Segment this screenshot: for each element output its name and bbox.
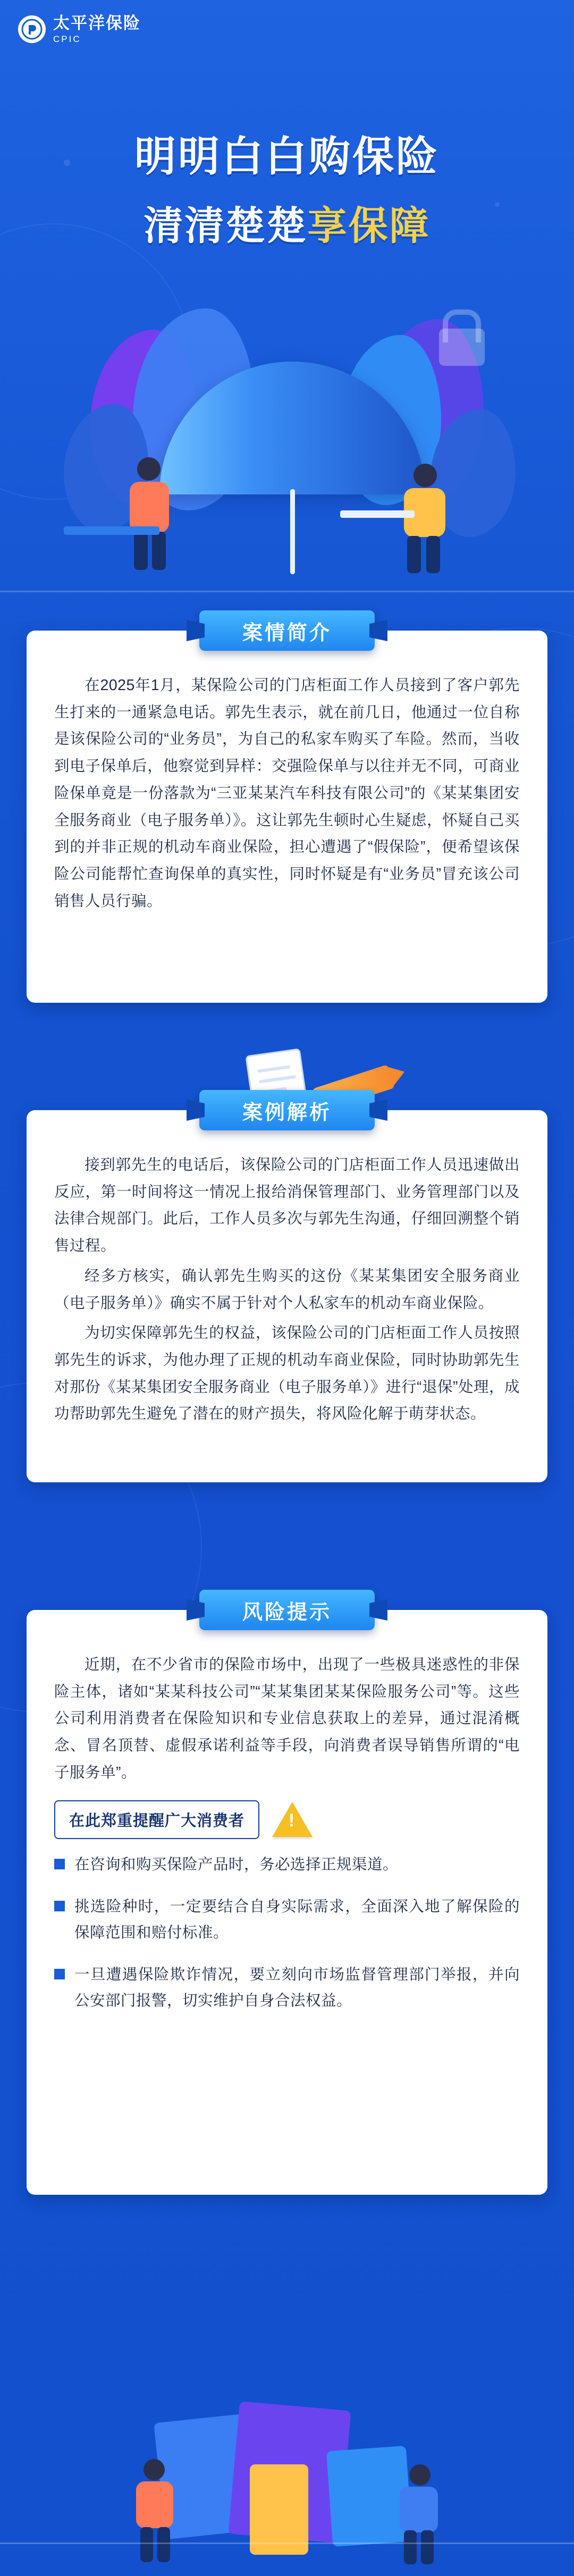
bullet-text: 一旦遭遇保险欺诈情况，要立刻向市场监督管理部门举报，并向公安部门报警，切实维护自身合法权益。	[74, 1966, 520, 2009]
section-title-case-summary	[199, 610, 375, 651]
warning-triangle-icon	[272, 1802, 313, 1837]
brand-name-cn: 太平洋保险	[53, 14, 141, 32]
warning-label: 在此郑重提醒广大消费者	[54, 1800, 259, 1839]
ground-line	[0, 2543, 574, 2544]
poster-headline	[0, 123, 574, 251]
brand-logo	[18, 15, 141, 44]
risk-notice-bullets	[54, 1852, 520, 2014]
cpic-circle-logo-icon	[18, 15, 46, 43]
ground-line	[0, 591, 574, 592]
list-item	[54, 1852, 520, 1878]
bullet-text: 在咨询和购买保险产品时，务必选择正规渠道。	[74, 1856, 399, 1873]
umbrella-handle-icon	[290, 489, 295, 574]
section-title-label: 案情简介	[242, 622, 332, 644]
headline-line-2-accent: 享保障	[307, 204, 430, 248]
brand-name-en: CPIC	[53, 34, 81, 44]
bullet-square-icon	[54, 1901, 65, 1911]
case-analysis-paragraph: 经多方核实，确认郭先生购买的这份《某某集团安全服务商业（电子服务单）》确实不属于针对个人私家车的机动车商业保险。	[54, 1267, 520, 1312]
footer-illustration	[0, 2401, 574, 2576]
section-title-label: 风险提示	[242, 1601, 332, 1624]
bullet-square-icon	[54, 1859, 65, 1869]
card-case-analysis	[27, 1110, 547, 1482]
headline-line-2	[0, 195, 574, 251]
card-risk-notice	[27, 1610, 547, 2195]
risk-notice-paragraph: 近期，在不少省市的保险市场中，出现了一些极具迷惑性的非保险主体，诸如“某某科技公司”“某某集团某某保险服务公司”等。这些公司利用消费者在保险知识和专业信息获取上的差异，通过混淆概念、冒名顶替、虚假承诺利益等手段，向消费者误导销售所谓的“电子服务单”。	[54, 1656, 520, 1781]
phone-icon	[250, 2464, 308, 2555]
case-summary-paragraph: 在2025年1月，某保险公司的门店柜面工作人员接到了客户郭先生打来的一通紧急电话。郭先生表示，就在前几日，他通过一位自称是该保险公司的“业务员”，为自己的私家车购买了车险。然而，当收到电子保单后，他察觉到异样：交强险保单与以往并无不同，可商业险保单竟是一份落款为“三亚某某汽车科技有限公司”的《某某集团安全服务商业（电子服务单）》。这让郭先生顿时心生疑虑，怀疑自己买到的并非正规的机动车商业保险，担心遭遇了“假保险”，便希望该保险公司能帮忙查询保单的真实性，同时怀疑是有“业务员”冒充该公司销售人员行骗。	[54, 677, 520, 910]
desk-icon	[64, 526, 159, 535]
list-item	[54, 1894, 520, 1946]
case-analysis-paragraph: 为切实保障郭先生的权益，该保险公司的门店柜面工作人员按照郭先生的诉求，为他办理了正规的机动车商业保险，同时协助郭先生对那份《某某集团安全服务商业（电子服务单）》进行“退保”处理，成功帮助郭先生避免了潜在的财产损失，将风险化解于萌芽状态。	[54, 1324, 520, 1423]
hero-illustration	[0, 298, 574, 617]
section-title-case-analysis	[199, 1090, 375, 1130]
list-item	[54, 1962, 520, 2014]
section-title-label: 案例解析	[242, 1101, 332, 1124]
section-title-risk-notice	[199, 1590, 375, 1630]
bullet-square-icon	[54, 1969, 65, 1979]
headline-line-2-plain: 清清楚楚	[144, 204, 308, 248]
headline-line-1: 明明白白购保险	[134, 133, 440, 180]
card-case-summary	[27, 631, 547, 1003]
warning-row	[54, 1800, 520, 1839]
lock-icon	[439, 329, 485, 366]
laptop-icon	[340, 510, 415, 518]
bullet-text: 挑选险种时，一定要结合自身实际需求，全面深入地了解保险的保障范围和赔付标准。	[74, 1898, 520, 1941]
case-analysis-paragraph: 接到郭先生的电话后，该保险公司的门店柜面工作人员迅速做出反应，第一时间将这一情况上报给消保管理部门、业务管理部门以及法律合规部门。此后，工作人员多次与郭先生沟通，仔细回溯整个销售过程。	[54, 1156, 520, 1255]
